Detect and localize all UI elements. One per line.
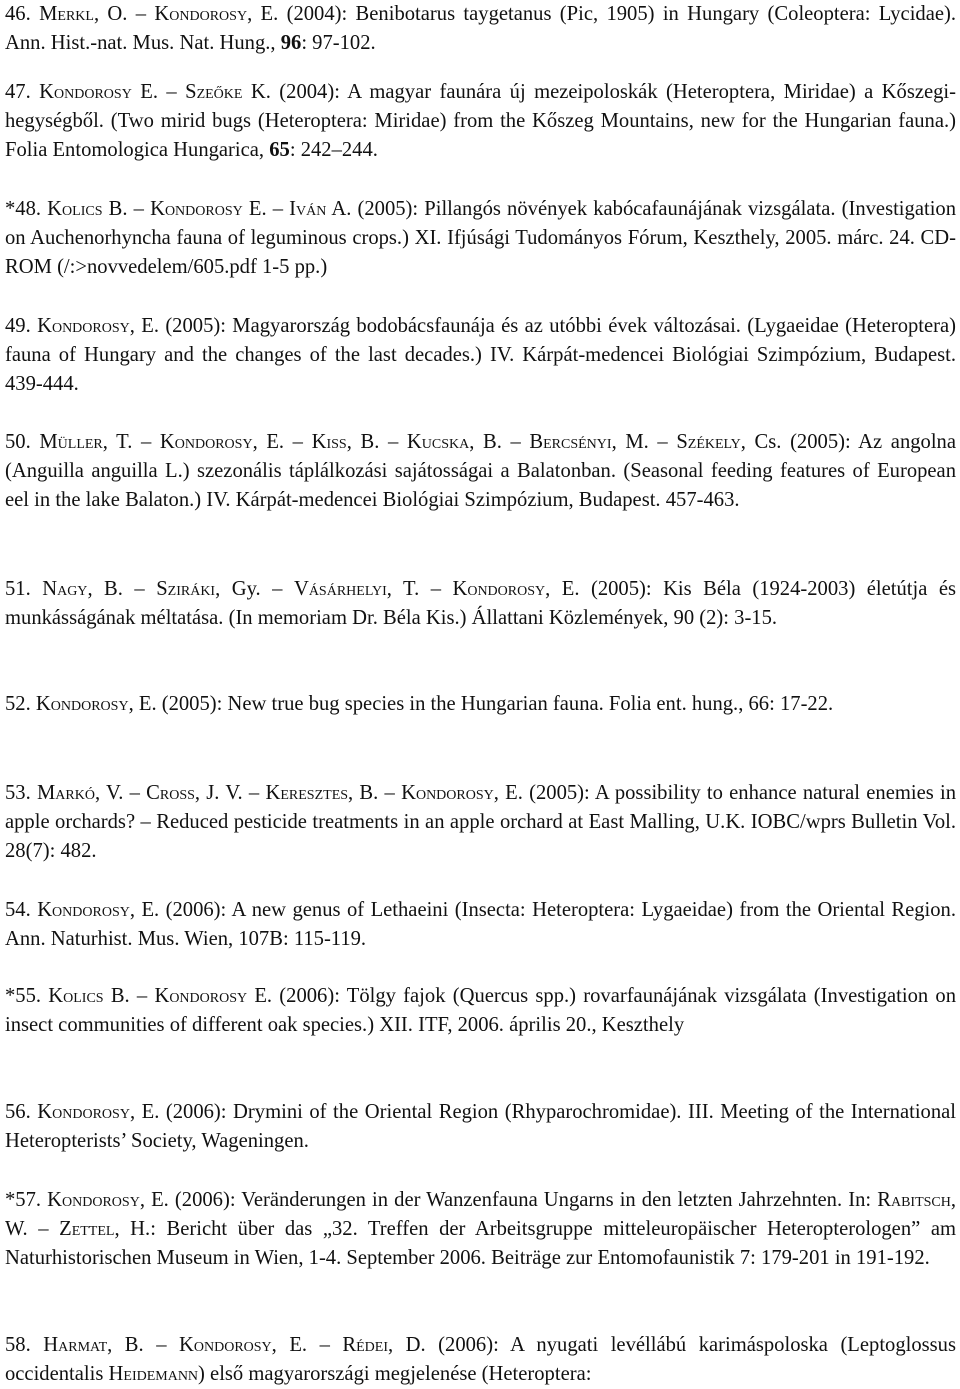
author-name: Kiss [311,431,347,453]
reference-text: , D. (2006): A nyugati levéllábú karimáspoloska (Leptoglossus occidentalis [5,1334,956,1385]
reference-text: 49. [5,315,38,337]
reference-text: , O. – [93,3,155,25]
author-name: Kondorosy [159,431,253,453]
reference-entry-49 [5,312,956,399]
reference-text: 52. [5,693,36,715]
reference-text: A. (2005): Pillangós növények kabócafaunájának vizsgálata. (Investigation on Auchenorhyncha fauna of leguminous crops.) XI. Ifjúsági Tudományos Fórum, Keszthely, 2005. márc. 24. CD-ROM (/:>novvedelem/605.pdf 1-5 pp.) [5,198,957,278]
reference-text: , B. – [346,431,407,453]
reference-entry-50 [5,428,956,515]
author-name: Rédei [342,1334,388,1356]
author-name: Heidemann [108,1362,199,1385]
author-name: Kondorosy [154,985,248,1007]
volume-number: 65 [269,138,290,161]
reference-text: , H.: Bericht über das „32. Treffen der Arbeitsgruppe mitteleuropäischer Heteropterologen” am Naturhistorischen Museum in Wien, 1-4. September 2006. Beiträge zur Entomofaunistik 7: 179-201 in 191-192. [5,1217,956,1269]
author-name: Székely [676,431,741,453]
reference-text: 54. [5,899,38,921]
reference-text: , E. (2005): A possibility to enhance natural enemies in apple orchards? – Reduced pesticide treatments in an apple orchard at East Malling, U.K. IOBC/wprs Bulletin Vol. 28(7): 482. [5,782,957,862]
reference-text: , T. – [102,431,160,453]
reference-text: 53. [5,782,37,804]
author-name: Keresztes [265,782,349,804]
reference-text: , E. (2004): Benibotarus taygetanus (Pic, 1905) in Hungary (Coleoptera: Lycidae). Ann. Hist.-nat. Mus. Nat. Hung., [5,3,956,54]
reference-text: E. – [131,81,186,103]
reference-text: E. – [242,198,290,220]
reference-text: 56. [5,1101,38,1123]
reference-text: E. (2006): Tölgy fajok (Quercus spp.) rovarfaunájának vizsgálata (Investigation on insect communities of different oak species.) XII. ITF, 2006. április 20., Keszthely [5,985,957,1036]
author-name: Kondorosy [39,81,132,103]
reference-text: B. – [103,985,155,1007]
reference-text: , Cs. (2005): Az angolna (Anguilla anguilla L.) szezonális táplálkozási sajátosságai a Balatonban. (Seasonal feeding features of European eel in the lake Balaton.) IV. Kárpát-medencei Biológiai Szimpózium, Budapest. 457-463. [5,431,956,511]
reference-entry-53 [5,779,956,866]
author-name: Müller [39,431,103,453]
reference-text: , V. – [94,782,147,804]
reference-text: , T. – [386,578,453,600]
reference-text: , B. – [348,782,402,804]
reference-text: , Gy. – [215,578,294,600]
author-name: Zettel [59,1217,115,1240]
reference-text: , M. – [611,431,677,453]
reference-text: , E. (2005): Kis Béla (1924-2003) életútja és munkásságának méltatása. (In memoriam Dr. Béla Kis.) Állattani Közlemények, 90 (2): 3-15. [5,578,957,629]
reference-text: , B. – [87,578,157,600]
author-name: Kucska [406,431,470,453]
author-name: Markó [36,782,95,804]
author-name: Kondorosy [35,693,129,715]
author-name: Rabitsch [877,1189,951,1211]
reference-text: , E. – [271,1334,343,1356]
reference-text: *48. [5,198,48,220]
author-name: Kondorosy [37,899,130,921]
reference-text: : 97-102. [301,31,376,54]
author-name: Cross [146,782,195,804]
reference-text: *55. [5,985,49,1007]
author-name: Kondorosy [452,578,546,600]
reference-entry-48 [5,195,956,282]
author-name: Sziráki [156,578,216,600]
reference-text: , E. (2006): Drymini of the Oriental Region (Rhyparochromidae). III. Meeting of the International Heteropterists’ Society, Wageningen. [5,1101,956,1152]
reference-text: , J. V. – [194,782,266,804]
reference-entry-56 [5,1098,956,1156]
reference-entry-47 [5,78,956,165]
reference-text: ) első magyarországi megjelenése (Heteroptera: [198,1362,592,1385]
author-name: Bercsényi [529,431,612,453]
reference-text: , E. (2006): A new genus of Lethaeini (Insecta: Heteroptera: Lygaeidae) from the Oriental Region. Ann. Naturhist. Mus. Wien, 107B: 115-119. [5,899,956,950]
author-name: Iván [289,198,327,220]
author-name: Kondorosy [401,782,494,804]
reference-text: B. – [102,198,151,220]
reference-text: , B. – [469,431,530,453]
reference-entry-58 [5,1331,956,1389]
author-name: Vásárhelyi [293,578,387,600]
author-name: Kondorosy [37,1101,130,1123]
reference-text: , E. (2005): Magyarország bodobácsfaunája és az utóbbi évek változásai. (Lygaeidae (Heteroptera) fauna of Hungary and the changes of the last decades.) IV. Kárpát-medencei Biológiai Szimpózium, Budapest. 439-444. [5,315,957,395]
author-name: Kondorosy [179,1334,272,1356]
reference-text: K. (2004): A magyar faunára új mezeipoloskák (Heteroptera, Miridae) a Kőszegi-hegységből. (Two mirid bugs (Heteroptera: Miridae) from the Kőszeg Mountains, new for the Hungarian fauna.) Folia Entomologica Hungarica, [5,81,956,161]
reference-text: , B. – [107,1334,179,1356]
author-name: Kondorosy [154,3,248,25]
reference-entry-52 [5,690,956,719]
reference-entry-57 [5,1186,956,1273]
author-name: Szeőke [185,81,243,103]
author-name: Kolics [48,985,104,1007]
reference-text: : 242–244. [289,138,378,161]
volume-number: 96 [280,31,302,54]
author-name: Kondorosy [37,315,130,337]
reference-text: 58. [5,1334,44,1356]
author-name: Nagy [42,578,88,600]
reference-text: , E. (2006): Veränderungen in der Wanzenfauna Ungarns in den letzten Jahrzehnten. In: [139,1189,878,1211]
author-name: Kondorosy [47,1189,140,1211]
reference-text: , W. – [5,1189,957,1240]
author-name: Merkl [39,3,94,25]
reference-text: 47. [5,81,40,103]
reference-text: 51. [5,578,43,600]
reference-entry-54 [5,896,956,954]
reference-text: *57. [5,1189,48,1211]
author-name: Kolics [47,198,103,220]
reference-entry-46 [5,0,956,58]
reference-text: , E. (2005): New true bug species in the Hungarian fauna. Folia ent. hung., 66: 17-22. [128,693,834,715]
author-name: Kondorosy [150,198,243,220]
reference-text: 46. [5,3,40,25]
reference-text: 50. [5,431,40,453]
reference-text: , E. – [252,431,312,453]
reference-entry-51 [5,575,956,633]
author-name: Harmat [43,1334,108,1356]
reference-entry-55 [5,982,956,1040]
